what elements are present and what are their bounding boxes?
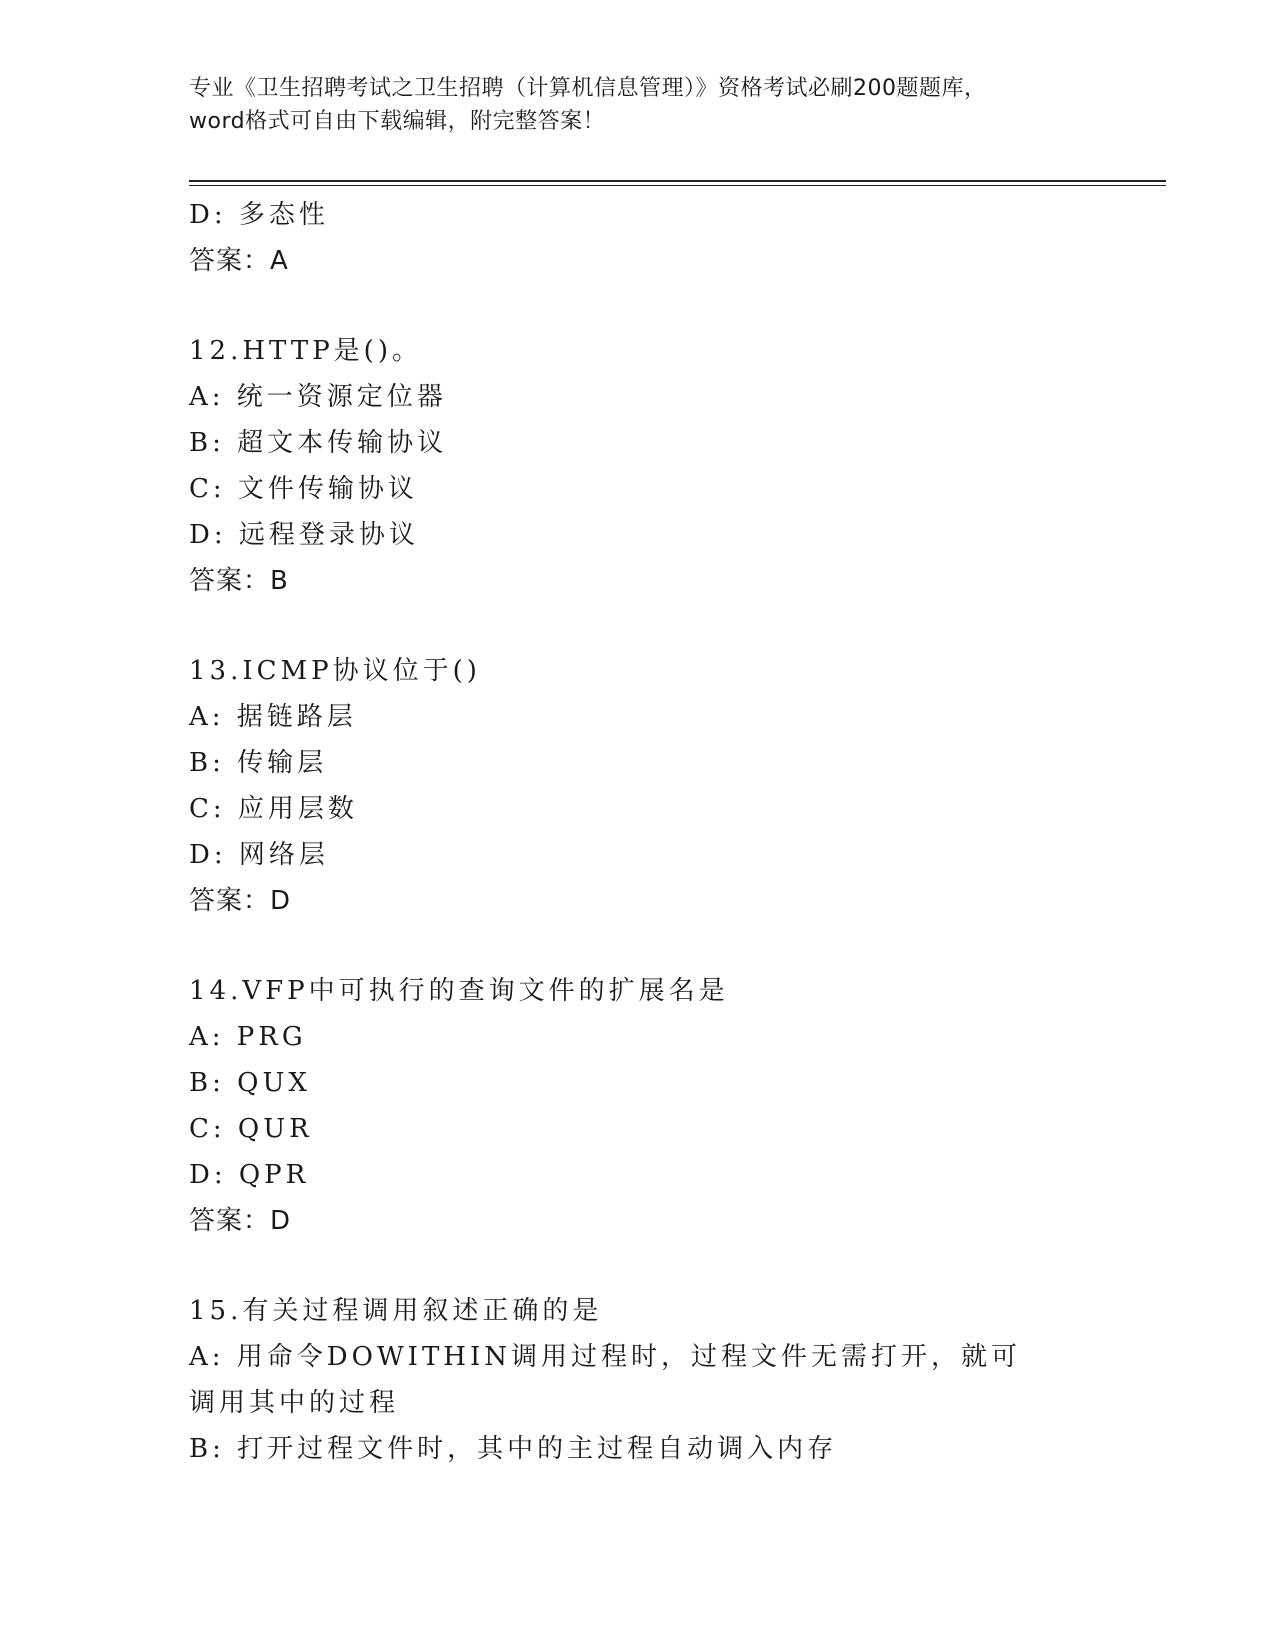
document-header (189, 72, 1089, 138)
option-d: D: QPR (189, 1160, 310, 1190)
answer: 答案：D (189, 1206, 292, 1236)
option-b: B: 超文本传输协议 (189, 428, 448, 458)
spacer (189, 1244, 1089, 1288)
spacer (189, 604, 1089, 648)
option-c: C: 文件传输协议 (189, 474, 418, 504)
option-b: B: 传输层 (189, 748, 328, 778)
option-c: C: 应用层数 (189, 794, 358, 824)
question-14 (189, 968, 1089, 1244)
option-c: C: QUR (189, 1114, 313, 1144)
spacer (189, 924, 1089, 968)
option-a: A: 用命令DOWITHIN调用过程时，过程文件无需打开，就可调用其中的过程 (189, 1342, 1021, 1418)
option-a: A: PRG (189, 1022, 307, 1052)
header-rule-thick (189, 180, 1166, 182)
option-d: D: 远程登录协议 (189, 520, 419, 550)
question-text: 15.有关过程调用叙述正确的是 (189, 1296, 603, 1326)
question-13 (189, 648, 1089, 924)
option-b: B: QUX (189, 1068, 311, 1098)
question-12 (189, 328, 1089, 604)
option-a: A: 据链路层 (189, 702, 357, 732)
header-rule-thin (189, 185, 1166, 186)
header-line-2: word格式可自由下载编辑，附完整答案！ (189, 109, 606, 134)
answer: 答案：B (189, 566, 289, 596)
spacer (189, 284, 1089, 328)
question-text: 14.VFP中可执行的查询文件的扩展名是 (189, 976, 729, 1006)
question-15 (189, 1288, 1089, 1472)
previous-question-tail (189, 192, 1089, 284)
option-d: D: 网络层 (189, 840, 329, 870)
question-text: 12.HTTP是()。 (189, 336, 422, 366)
question-content (189, 192, 1089, 1472)
header-line-1: 专业《卫生招聘考试之卫生招聘（计算机信息管理）》资格考试必刷200题题库， (189, 76, 987, 101)
option-d: D: 多态性 (189, 200, 329, 230)
answer: 答案：D (189, 886, 292, 916)
option-b: B: 打开过程文件时，其中的主过程自动调入内存 (189, 1434, 838, 1464)
option-a: A: 统一资源定位器 (189, 382, 447, 412)
question-text: 13.ICMP协议位于() (189, 656, 481, 686)
answer: 答案：A (189, 246, 289, 276)
